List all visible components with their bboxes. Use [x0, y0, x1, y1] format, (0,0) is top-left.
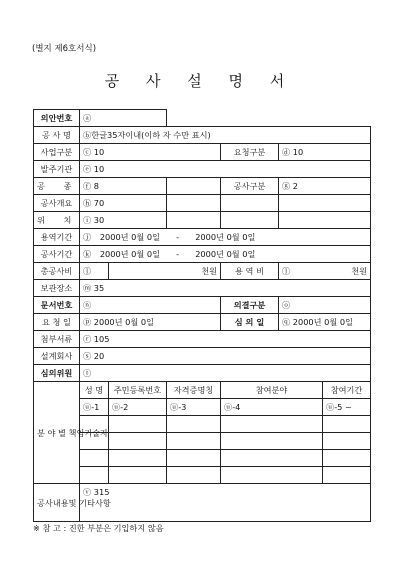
tech-row — [34, 467, 371, 484]
label-resolution-type: 의결구분 — [221, 297, 279, 314]
service-period-mark: ⓙ — [83, 231, 92, 242]
row-project-name — [34, 127, 371, 144]
label-construction-type: 공사구분 — [221, 178, 279, 195]
field-project-name[interactable]: ⓑ한글35자이내(이하 자 수만 표시) — [80, 127, 371, 144]
field-resolution-type[interactable]: ⓞ — [279, 297, 371, 314]
service-cost-unit: 천원 — [351, 265, 368, 276]
tech-row — [34, 399, 371, 416]
header-period: 참여기간 — [323, 382, 371, 399]
tech-cell-resident-number[interactable]: ⓤ-2 — [109, 399, 167, 416]
tech-cell-certificate[interactable] — [167, 416, 221, 433]
label-location: 위 치 — [34, 212, 80, 229]
label-bill-number: 의안번호 — [34, 110, 80, 127]
label-construction-period: 공사기간 — [34, 246, 80, 263]
field-construction-type[interactable]: ⓖ 2 — [279, 178, 371, 195]
empty-area — [167, 110, 371, 127]
label-request-date: 요 청 일 — [34, 314, 80, 331]
tech-cell-period[interactable]: ⓤ-5 ~ — [323, 399, 371, 416]
label-business-type: 사업구분 — [34, 144, 80, 161]
field-review-date[interactable]: ⓠ 2000년 0월 0일 — [279, 314, 371, 331]
field-construction-period[interactable] — [80, 246, 371, 263]
field-service-period[interactable] — [80, 229, 371, 246]
field-location-2[interactable] — [167, 212, 221, 229]
tech-row — [34, 450, 371, 467]
field-request-date[interactable]: ⓟ 2000년 0월 0일 — [80, 314, 221, 331]
header-field: 참여분야 — [221, 382, 323, 399]
tech-cell-field[interactable] — [221, 467, 323, 484]
row-document-number — [34, 297, 371, 314]
label-storage: 보관장소 — [34, 280, 80, 297]
form-id: (별지 제6호서식) — [32, 44, 97, 54]
field-review-committee[interactable]: ⓣ — [80, 365, 371, 382]
tech-cell-resident-number[interactable] — [109, 433, 167, 450]
tech-cell-period[interactable] — [323, 450, 371, 467]
service-period-end: 2000년 0월 0일 — [195, 231, 256, 242]
label-design-company: 설계회사 — [34, 348, 80, 365]
field-storage[interactable]: ⓜ 35 — [80, 280, 371, 297]
construction-period-sep: - — [176, 248, 180, 259]
label-work-type: 공 종 — [34, 178, 80, 195]
tech-cell-name[interactable] — [80, 450, 109, 467]
tech-cell-certificate[interactable] — [167, 450, 221, 467]
tech-cell-field[interactable] — [221, 433, 323, 450]
tech-cell-certificate[interactable] — [167, 433, 221, 450]
tech-cell-resident-number[interactable] — [109, 450, 167, 467]
field-attachments[interactable]: ⓡ 105 — [80, 331, 371, 348]
field-work-type-extra[interactable] — [167, 178, 221, 195]
tech-cell-resident-number[interactable] — [109, 416, 167, 433]
tech-cell-certificate[interactable]: ⓤ-3 — [167, 399, 221, 416]
label-review-committee: 심의위원 — [34, 365, 80, 382]
construction-period-mark: ⓚ — [83, 248, 92, 259]
header-name: 성 명 — [80, 382, 109, 399]
service-period-sep: - — [176, 231, 180, 242]
field-document-number[interactable]: ⓝ — [80, 297, 221, 314]
row-work-type — [34, 178, 371, 195]
label-overview: 공사개요 — [34, 195, 80, 212]
field-total-cost[interactable]: 천원 — [109, 263, 221, 280]
service-period-start: 2000년 0월 0일 — [99, 231, 160, 242]
construction-period-end: 2000년 0월 0일 — [195, 248, 256, 259]
tech-cell-period[interactable] — [323, 467, 371, 484]
row-costs — [34, 263, 371, 280]
row-request-date — [34, 314, 371, 331]
field-overview-4[interactable] — [279, 195, 371, 212]
label-remarks: 공사내용및 기타사항 — [34, 484, 80, 522]
row-review-committee — [34, 365, 371, 382]
label-service-period: 용역기간 — [34, 229, 80, 246]
tech-cell-field[interactable]: ⓤ-4 — [221, 399, 323, 416]
row-overview — [34, 195, 371, 212]
field-request-type[interactable]: ⓓ 10 — [279, 144, 371, 161]
row-business-type — [34, 144, 371, 161]
field-service-cost[interactable] — [279, 263, 371, 280]
row-attachments — [34, 331, 371, 348]
label-attachments: 첨부서류 — [34, 331, 80, 348]
tech-header-row — [34, 382, 371, 399]
tech-cell-name[interactable]: ⓤ-1 — [80, 399, 109, 416]
label-service-cost: 용 역 비 — [221, 263, 279, 280]
tech-cell-period[interactable] — [323, 416, 371, 433]
row-design-company — [34, 348, 371, 365]
field-overview-2[interactable] — [167, 195, 221, 212]
tech-cell-field[interactable] — [221, 450, 323, 467]
header-certificate: 자격증명칭 — [167, 382, 221, 399]
label-document-number: 문서번호 — [34, 297, 80, 314]
field-bill-number[interactable]: ⓐ — [80, 110, 167, 127]
total-cost-mark: ⓛ — [80, 263, 109, 280]
row-bill-number — [34, 110, 371, 127]
construction-period-start: 2000년 0월 0일 — [99, 248, 160, 259]
field-location[interactable]: ⓘ 30 — [80, 212, 167, 229]
label-ordering-agency: 발주기관 — [34, 161, 80, 178]
field-location-3[interactable] — [221, 212, 279, 229]
tech-cell-name[interactable] — [80, 467, 109, 484]
field-ordering-agency[interactable]: ⓔ 10 — [80, 161, 371, 178]
field-design-company[interactable]: ⓢ 20 — [80, 348, 371, 365]
field-location-4[interactable] — [279, 212, 371, 229]
label-project-name: 공 사 명 — [34, 127, 80, 144]
row-remarks — [34, 484, 371, 522]
label-responsible-engineers: 분 야 별 책임기술자 — [34, 382, 80, 484]
label-review-date: 심 의 일 — [221, 314, 279, 331]
tech-cell-resident-number[interactable] — [109, 467, 167, 484]
tech-cell-field[interactable] — [221, 416, 323, 433]
document-title: 공 사 설 명 서 — [104, 72, 296, 90]
tech-cell-period[interactable] — [323, 433, 371, 450]
header-resident-number: 주민등록번호 — [109, 382, 167, 399]
row-construction-period — [34, 246, 371, 263]
row-storage — [34, 280, 371, 297]
row-service-period — [34, 229, 371, 246]
label-total-cost: 총공사비 — [34, 263, 80, 280]
service-cost-mark: ⓛ — [282, 265, 291, 276]
row-location — [34, 212, 371, 229]
field-business-type[interactable]: ⓒ 10 — [80, 144, 221, 161]
label-request-type: 요청구분 — [221, 144, 279, 161]
tech-cell-certificate[interactable] — [167, 467, 221, 484]
field-work-type[interactable]: ⓕ 8 — [80, 178, 167, 195]
field-overview-3[interactable] — [221, 195, 279, 212]
row-ordering-agency — [34, 161, 371, 178]
footnote: ※ 참 고 : 진한 부분은 기입하지 않음 — [33, 523, 164, 533]
project-description-form — [33, 109, 371, 522]
field-remarks[interactable]: ⓥ 315 — [80, 484, 371, 522]
field-overview[interactable]: ⓗ 70 — [80, 195, 167, 212]
